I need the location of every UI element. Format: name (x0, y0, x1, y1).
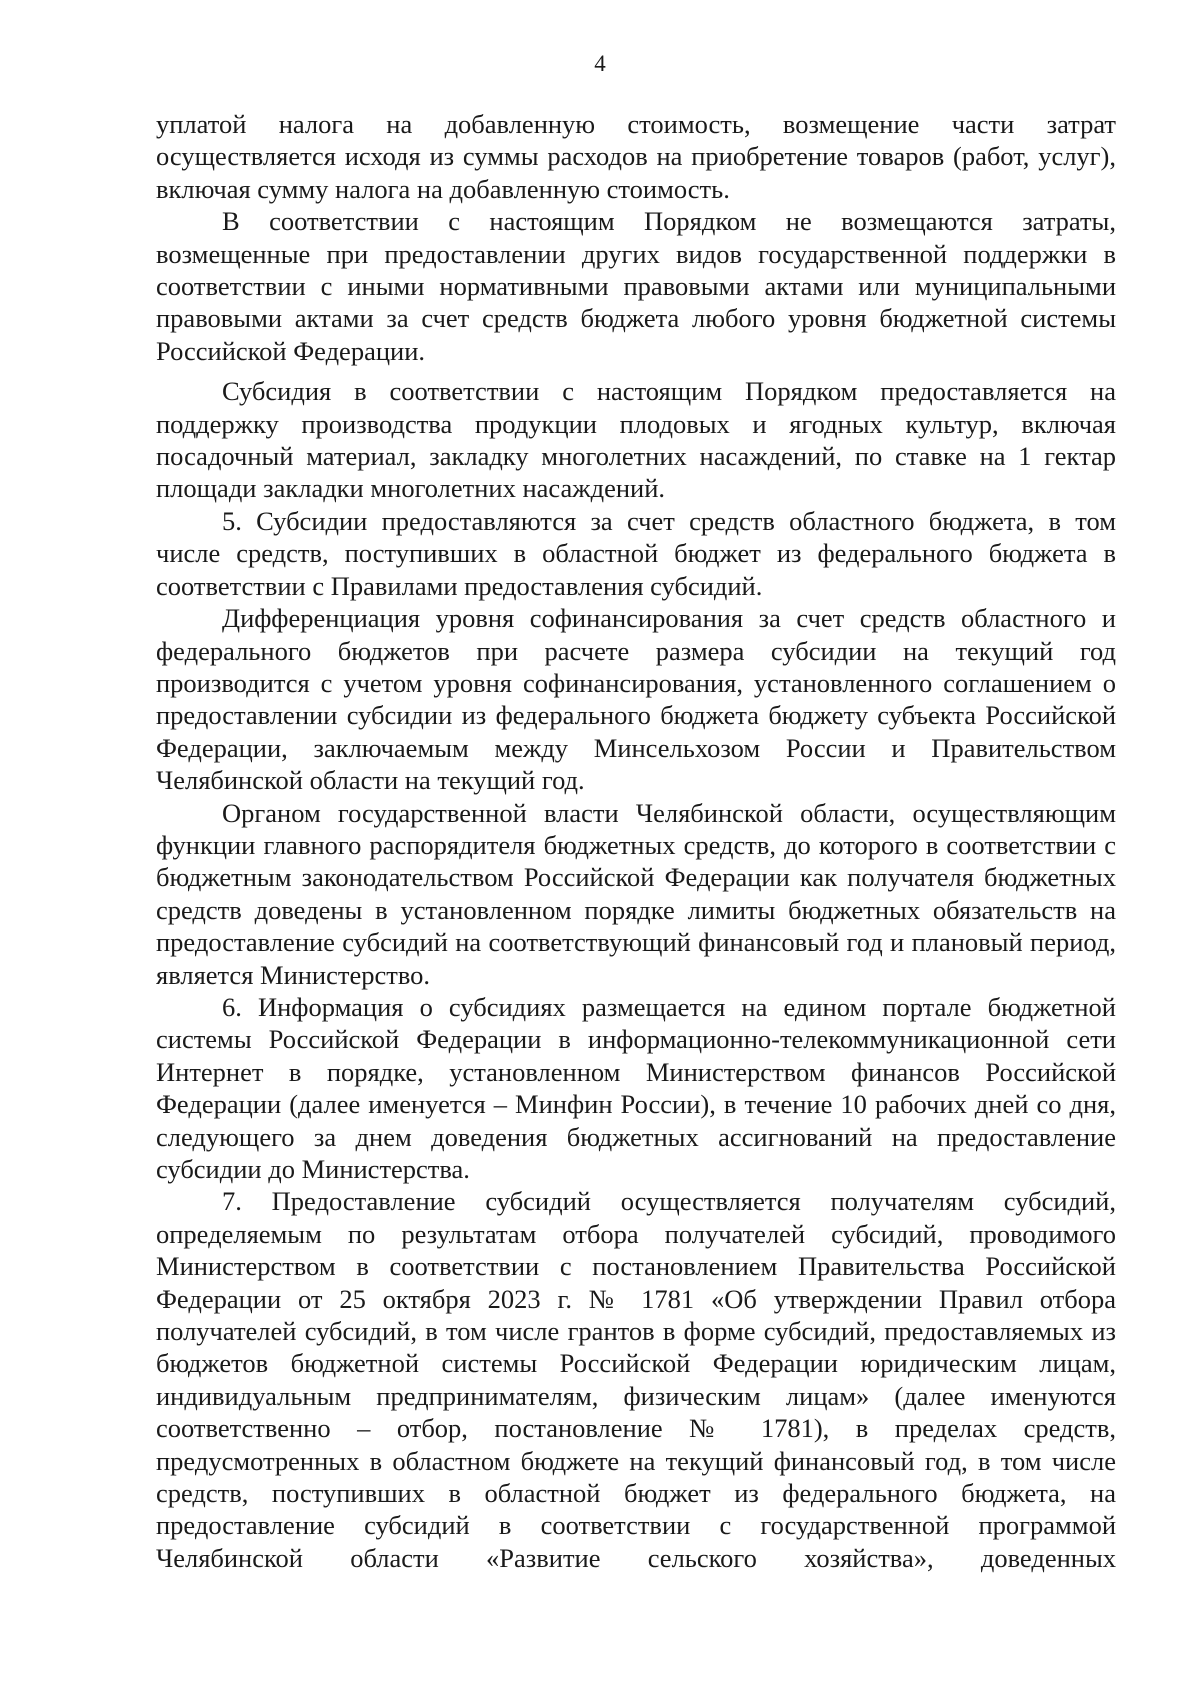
paragraph-subsidy-purpose: Субсидия в соответствии с настоящим Порядком предоставляется на поддержку производства продукции плодовых и ягодных культур, включая посадочный материал, закладку многолетних насаждений, по ставке на 1 гектар площади закладки многолетних насаждений. (156, 376, 1116, 504)
paragraph-authority: Органом государственной власти Челябинской области, осуществляющим функции главного распорядителя бюджетных средств, до которого в соответствии с бюджетным законодательством Российской Федерации как получателя бюджетных средств доведены в установленном порядке лимиты бюджетных обязательств на предоставление субсидий на соответствующий финансовый год и плановый период, является Министерство. (156, 797, 1116, 990)
document-body (156, 108, 1116, 1574)
paragraph-item-5: 5. Субсидии предоставляются за счет средств областного бюджета, в том числе средств, поступивших в областной бюджет из федерального бюджета в соответствии с Правилами предоставления субсидий. (156, 505, 1116, 601)
paragraph-item-7: 7. Предоставление субсидий осуществляется получателям субсидий, определяемым по результатам отбора получателей субсидий, проводимого Министерством в соответствии с постановлением Правительства Российской Федерации от 25 октября 2023 г. № 1781 «Об утверждении Правил отбора получателей субсидий, в том числе грантов в форме субсидий, предоставляемых из бюджетов бюджетной системы Российской Федерации юридическим лицам, индивидуальным предпринимателям, физическим лицам» (далее именуются соответственно – отбор, постановление № 1781), в пределах средств, предусмотренных в областном бюджете на текущий финансовый год, в том числе средств, поступивших в областной бюджет из федерального бюджета, на предоставление субсидий в соответствии с государственной программой Челябинской области «Развитие сельского хозяйства», доведенных (156, 1186, 1116, 1573)
page-number: 4 (594, 51, 606, 76)
paragraph-cofinancing: Дифференциация уровня софинансирования за счет средств областного и федерального бюджетов при расчете размера субсидии на текущий год производится с учетом уровня софинансирования, установленного соглашением о предоставлении субсидии из федерального бюджета бюджету субъекта Российской Федерации, заключаемым между Минсельхозом России и Правительством Челябинской области на текущий год. (156, 603, 1116, 796)
paragraph-continuation: уплатой налога на добавленную стоимость, возмещение части затрат осуществляется исходя из суммы расходов на приобретение товаров (работ, услуг), включая сумму налога на добавленную стоимость. (156, 109, 1116, 204)
paragraph-item-6: 6. Информация о субсидиях размещается на едином портале бюджетной системы Российской Федерации в информационно-телекоммуникационной сети Интернет в порядке, установленном Министерством финансов Российской Федерации (далее именуется – Минфин России), в течение 10 рабочих дней со дня, следующего за днем доведения бюджетных ассигнований на предоставление субсидии до Министерства. (156, 991, 1116, 1184)
paragraph-no-reimbursement: В соответствии с настоящим Порядком не возмещаются затраты, возмещенные при предоставлении других видов государственной поддержки в соответствии с иными нормативными правовыми актами или муниципальными правовыми актами за счет средств бюджета любого уровня бюджетной системы Российской Федерации. (156, 206, 1116, 366)
